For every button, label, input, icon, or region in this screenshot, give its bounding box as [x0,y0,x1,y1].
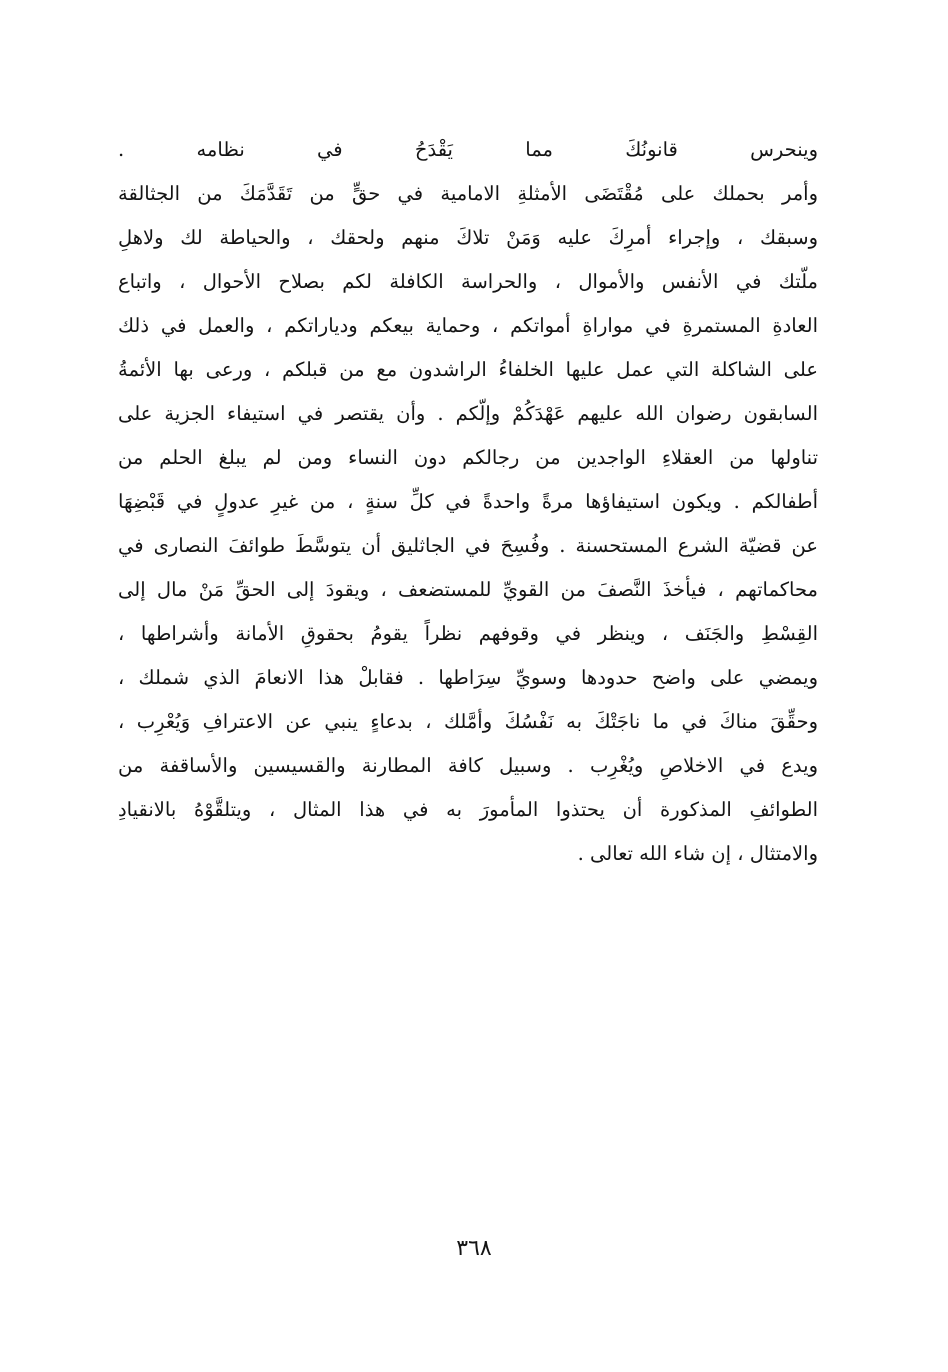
text-line: وأمر بحملك على مُقْتَضَى الأمثلةِ الامامية في حقٍّ من تَقَدَّمَكَ من الجثالقة [118,182,818,205]
text-line: أطفالكم . ويكون استيفاؤها مرةً واحدةً في كلِّ سنةٍ ، من غيرِ عدولٍ في قَبْضِهَا [118,490,818,513]
body-text [118,128,818,876]
text-line: العادةِ المستمرةِ في مواراةِ أمواتكم ، وحماية بيعكم ودياراتكم ، والعمل في ذلك [118,314,818,337]
text-line: القِسْطِ والجَنَف ، وينظر في وقوفهم نظراً يقومُ بحقوقِ الأمانة وأشراطها ، [118,622,818,645]
text-line: عن قضيّة الشرع المستحسنة . وفُسِحَ في الجاثليق أن يتوسَّطَ طوائفَ النصارى في [118,534,818,557]
text-line: وحقِّقَ مناكَ في ما ناجَتْكَ به نَفْسُكَ وأمَّلك ، بدعاءٍ ينبي عن الاعترافِ وَيُعْرِب ، [118,710,818,733]
text-line: الطوائفِ المذكورة أن يحتذوا المأمورَ به في هذا المثال ، ويتلقَّوْهُ بالانقيادِ [118,798,818,821]
text-line: وسبقك ، وإجراء أمرِكَ عليه وَمَنْ تلاكَ منهم ولحقك ، والحياطة لك ولاهلِ [118,226,818,249]
text-line: محاكماتهم ، فيأخذَ النَّصفَ من القويِّ للمستضعف ، ويقودَ إلى الحقِّ مَنْ مال إلى [118,578,818,601]
text-line: والامتثال ، إن شاء الله تعالى . [577,842,818,865]
text-line: على الشاكلة التي عمل عليها الخلفاءُ الراشدون مع من قبلكم ، ورعى بها الأئمةُ [118,358,818,381]
text-line: ويدع في الاخلاصِ ويُغْرِب . وسبيل كافة المطارنة والقسيسين والأساقفة من [118,754,818,777]
text-line: تناولها من العقلاءِ الواجدين من رجالكم دون النساء ومن لم يبلغ الحلم من [118,446,818,469]
text-line: ويمضي على واضح حدودها وسويِّ سِرَاطها . فقابلْ هذا الانعامَ الذي شملك ، [118,666,818,689]
page-number: ٣٦٨ [456,1236,492,1261]
text-line: وينحرس قانونُكَ مما يَقْدَحُ في نظامه . [118,138,818,161]
text-line: ملّتك في الأنفس والأموال ، والحراسة الكافلة لكم بصلاح الأحوال ، واتباع [118,270,818,293]
text-line: السابقون رضوان الله عليهم عَهْدَكُمْ وإلّكم . وأن يقتصر في استيفاء الجزية على [118,402,818,425]
